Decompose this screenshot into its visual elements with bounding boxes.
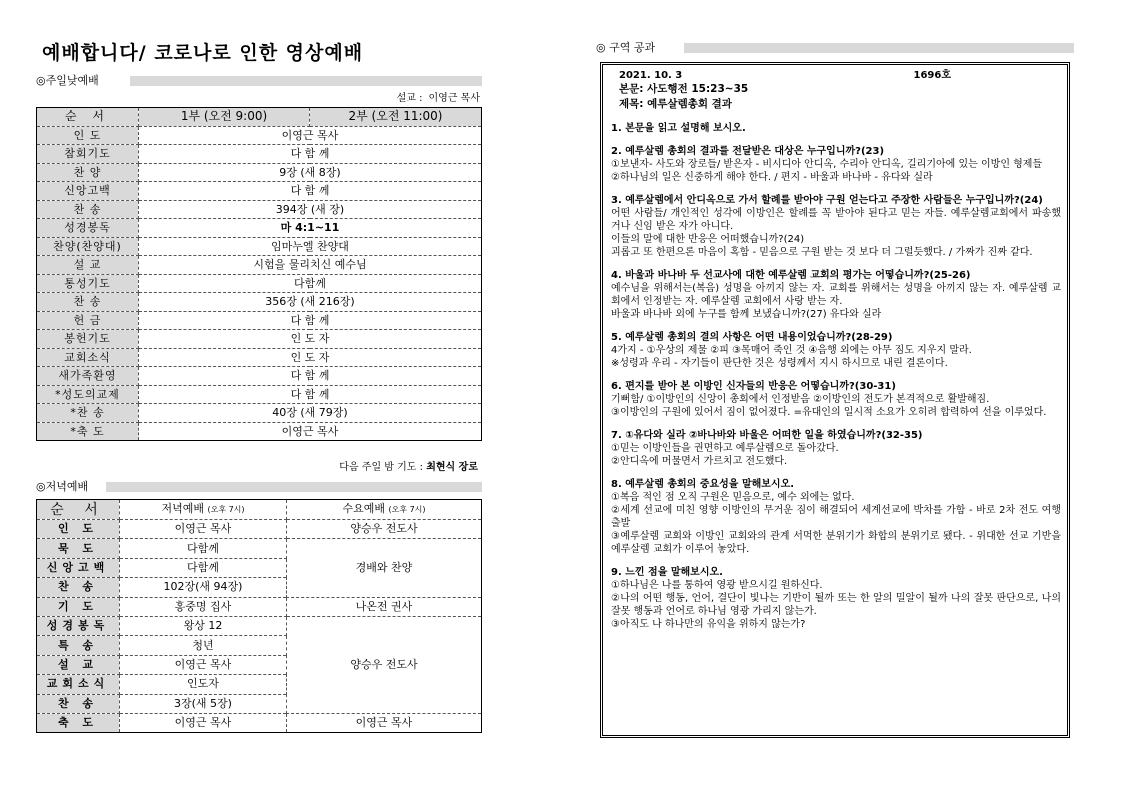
study-question	[611, 566, 1061, 631]
table-header-row	[37, 500, 482, 520]
evening-value: 다함께	[120, 539, 287, 558]
next-prayer-name: 최현식 장로	[426, 462, 478, 473]
preacher-label: 설교 :	[396, 93, 423, 104]
table-row	[37, 163, 482, 182]
answer-line: ①하나님은 나를 통하여 영광 받으시길 원하신다.	[611, 580, 823, 591]
row-label: 찬 송	[37, 200, 139, 219]
evening-service-header	[120, 500, 287, 520]
evening-value: 이영근 목사	[120, 520, 287, 539]
question-title: 9. 느낀 점을 말해보시오.	[611, 567, 723, 578]
preacher-name: 이영근 목사	[428, 93, 480, 104]
next-prayer-label: 다음 주일 밤 기도 :	[339, 462, 424, 473]
row-label: 헌 금	[37, 311, 139, 330]
sunday-order-table	[36, 107, 482, 441]
row-value: 인 도 자	[139, 330, 482, 349]
answer-line: ①믿는 이방인들을 권면하고 예루살렘으로 돌아갔다.	[611, 443, 839, 454]
question-title: 7. ①유다와 실라 ②바나바와 바울은 어떠한 일을 하였습니까?(32-35)	[611, 430, 923, 441]
row-label: 인 도	[37, 520, 120, 539]
row-value: 356장 (새 216장)	[139, 293, 482, 312]
question-title: 5. 예루살렘 총회의 결의 사항은 어떤 내용이었습니까?(28-29)	[611, 332, 893, 343]
first-service-header: 1부 (오전 9:00)	[139, 108, 310, 127]
study-question	[611, 194, 1061, 259]
evening-value: 이영근 목사	[120, 655, 287, 674]
section-bar	[106, 482, 482, 492]
evening-value: 왕상 12	[120, 616, 287, 635]
order-header: 순 서	[37, 108, 139, 127]
answer-line: ②안디옥에 머물면서 가르치고 전도했다.	[611, 456, 788, 467]
row-label: 인 도	[37, 126, 139, 145]
row-value: 다 함 께	[139, 385, 482, 404]
study-question	[611, 145, 1061, 184]
order-header: 순 서	[37, 500, 120, 520]
wednesday-service-title: 수요예배	[342, 502, 385, 515]
table-row	[37, 422, 482, 441]
page-title: 예배합니다/ 코로나로 인한 영상예배	[42, 42, 364, 64]
right-column	[596, 40, 1074, 630]
row-value: 인 도 자	[139, 348, 482, 367]
row-value: 시험을 물리치신 예수님	[139, 256, 482, 275]
study-section-header	[596, 40, 1074, 56]
row-label: 특 송	[37, 636, 120, 655]
evening-value: 3장(새 5장)	[120, 694, 287, 713]
table-row	[37, 256, 482, 275]
row-value: 다 함 께	[139, 311, 482, 330]
evening-value: 청년	[120, 636, 287, 655]
study-question	[611, 380, 1061, 419]
row-label: 성경봉독	[37, 219, 139, 238]
wednesday-service-header	[287, 500, 482, 520]
question-title: 3. 예루살렘에서 안디옥으로 가서 할례를 받아야 구원 얻는다고 주장한 사람들은 누구입니까?(24)	[611, 195, 1043, 206]
wednesday-value: 양승우 전도사	[287, 616, 482, 713]
table-row	[37, 330, 482, 349]
study-question	[611, 122, 1061, 135]
study-date: 2021. 10. 3	[619, 70, 683, 81]
table-row	[37, 126, 482, 145]
row-value: 임마누엘 찬양대	[139, 237, 482, 256]
evening-order-table	[36, 499, 482, 733]
answer-line: 예수님을 위해서는(복음) 성명을 아끼지 않는 자. 교회를 위해서는 성명을 아끼지 않는 자. 예루살렘 교 회에서 인정받는 자. 예루살렘 교회에서 사랑 받는 자.	[611, 283, 1061, 307]
table-row	[37, 348, 482, 367]
study-text-ref: 본문: 사도행전 15:23~35	[619, 83, 749, 95]
row-label: 교회소식	[37, 348, 139, 367]
answer-line: ③아직도 나 하나만의 유익을 위하지 않는가?	[611, 619, 806, 630]
answer-line: ①복음 적인 점 오직 구원은 믿음으로, 예수 외에는 없다.	[611, 492, 855, 503]
table-row	[37, 182, 482, 201]
row-label: *성도의교제	[37, 385, 139, 404]
study-question	[611, 478, 1061, 556]
sunday-rows	[37, 126, 482, 441]
question-title: 4. 바울과 바나바 두 선교사에 대한 예루살렘 교회의 평가는 어떻습니까?(25-26)	[611, 270, 971, 281]
row-label: 성경봉독	[37, 616, 120, 635]
row-value: 다 함 께	[139, 182, 482, 201]
evening-value: 102장(새 94장)	[120, 578, 287, 597]
answer-line: 기뻐함/ ①이방인의 신앙이 총회에서 인정받음 ②이방인의 전도가 본격적으로 활발해짐.	[611, 394, 990, 405]
row-label: 찬 송	[37, 694, 120, 713]
row-label: 교회소식	[37, 675, 120, 694]
answer-line: ③이방인의 구원에 있어서 짐이 없어졌다. =유대인의 일시적 소요가 오히려 합력하여 선을 이루었다.	[611, 407, 1047, 418]
row-label: 참회기도	[37, 145, 139, 164]
row-value: 394장 (새 장)	[139, 200, 482, 219]
question-title: 6. 편지를 받아 본 이방인 신자들의 반응은 어떻습니까?(30-31)	[611, 381, 896, 392]
row-label: 찬 송	[37, 293, 139, 312]
evening-value: 다함께	[120, 558, 287, 577]
table-row	[37, 311, 482, 330]
evening-section-label: ◎저녁예배	[36, 479, 92, 495]
row-label: 새가족환영	[37, 367, 139, 386]
row-label: 통성기도	[37, 274, 139, 293]
table-row	[37, 597, 482, 616]
study-subject: 제목: 예루살렘총회 결과	[619, 98, 732, 110]
study-question	[611, 269, 1061, 321]
row-value: 9장 (새 8장)	[139, 163, 482, 182]
table-row	[37, 385, 482, 404]
question-title: 2. 예루살렘 총회의 결과를 전달받은 대상은 누구입니까?(23)	[611, 146, 885, 157]
row-value: 다 함 께	[139, 145, 482, 164]
row-value: 이영근 목사	[139, 126, 482, 145]
left-column	[36, 40, 482, 733]
answer-line: ※성령과 우리 - 자기들이 판단한 것은 성령께서 지시 하시므로 내린 결론이다.	[611, 358, 948, 369]
study-questions	[611, 122, 1061, 631]
row-label: 찬 송	[37, 578, 120, 597]
wednesday-value: 이영근 목사	[287, 713, 482, 732]
row-value: 마 4:1~11	[139, 219, 482, 238]
row-label: *찬 송	[37, 404, 139, 423]
table-row	[37, 713, 482, 732]
preacher-line	[36, 91, 482, 107]
table-row	[37, 520, 482, 539]
wednesday-service-time: (오후 7시)	[388, 505, 426, 514]
table-row	[37, 274, 482, 293]
evening-section-header	[36, 479, 482, 495]
sunday-section-header	[36, 73, 482, 89]
row-label: 봉헌기도	[37, 330, 139, 349]
section-bar	[684, 43, 1074, 53]
study-date-row	[611, 69, 1061, 82]
question-title: 8. 예루살렘 총회의 중요성을 말해보시오.	[611, 479, 795, 490]
section-bar	[130, 76, 482, 86]
row-value: 다함께	[139, 274, 482, 293]
question-title: 1. 본문을 읽고 설명해 보시오.	[611, 123, 746, 134]
evening-service-title: 저녁예배	[161, 502, 204, 515]
answer-line: 괴롭고 또 한편으론 마음이 혹함 - 믿음으로 구원 받는 것 보다 더 그럴듯했다. / 가짜가 진짜 같다.	[611, 247, 1033, 258]
row-value: 다 함 께	[139, 367, 482, 386]
row-label: 찬 양	[37, 163, 139, 182]
table-row	[37, 539, 482, 558]
answer-line: ①보낸자- 사도와 장로들/ 받은자 - 비시디아 안디옥, 수리아 안디옥, 길리기아에 있는 이방인 형제들	[611, 159, 1043, 170]
evening-value: 홍중명 집사	[120, 597, 287, 616]
row-label: 설 교	[37, 256, 139, 275]
table-row	[37, 367, 482, 386]
next-prayer-line	[36, 459, 482, 477]
study-section-label: ◎ 구역 공과	[596, 40, 659, 56]
study-question	[611, 429, 1061, 468]
wednesday-value: 경배와 찬양	[287, 539, 482, 597]
study-question	[611, 331, 1061, 370]
wednesday-value: 나온전 권사	[287, 597, 482, 616]
row-label: 축 도	[37, 713, 120, 732]
table-row	[37, 145, 482, 164]
table-row	[37, 219, 482, 238]
evening-value: 이영근 목사	[120, 713, 287, 732]
study-box	[600, 62, 1070, 738]
row-label: 기 도	[37, 597, 120, 616]
answer-line: 어떤 사람들/ 개인적인 성각에 이방인은 할례를 꼭 받아야 된다고 믿는 자들. 예루살렘교회에서 파송했거나 신임 받은 자가 아니다.	[611, 208, 1061, 232]
row-label: *축 도	[37, 422, 139, 441]
row-label: 찬양(찬양대)	[37, 237, 139, 256]
row-label: 묵 도	[37, 539, 120, 558]
answer-line: 바울과 바나바 외에 누구를 함께 보냈습니까?(27) 유다와 실라	[611, 309, 882, 320]
answer-line: 4가지 - ①우상의 제물 ②피 ③목매어 죽인 것 ④음행 외에는 아무 짐도 지우지 말라.	[611, 345, 972, 356]
row-label: 신앙고백	[37, 558, 120, 577]
second-service-header: 2부 (오전 11:00)	[310, 108, 482, 127]
answer-line: ②하나님의 일은 신중하게 해야 한다. / 편지 - 바울과 바나바 - 유다와 실라	[611, 172, 933, 183]
answer-line: ③예루살렘 교회와 이방인 교회와의 관계 서먹한 분위기가 화합의 분위기로 됐다. - 위대한 선교 기반을 예루살렘 교회가 이루어 놓았다.	[611, 531, 1061, 555]
row-value: 40장 (새 79장)	[139, 404, 482, 423]
row-label: 신앙고백	[37, 182, 139, 201]
wednesday-value: 양승우 전도사	[287, 520, 482, 539]
answer-line: ②나의 어떤 행동, 언어, 결단이 빛나는 기반이 될까 또는 한 알의 밀알이 될까 나의 잘못 판단으로, 나의 잘못 행동과 언어로 하나님 영광 가리지 않는가.	[611, 593, 1061, 617]
row-label: 설 교	[37, 655, 120, 674]
table-row	[37, 200, 482, 219]
table-row	[37, 616, 482, 635]
table-header-row	[37, 108, 482, 127]
answer-line: 이들의 말에 대한 반응은 어떠했습니까?(24)	[611, 234, 805, 245]
table-row	[37, 404, 482, 423]
answer-line: ②세계 선교에 미친 영향 이방인의 무거운 짐이 해결되어 세계선교에 박차를 가함 - 바로 2차 전도 여행 출발	[611, 505, 1061, 529]
evening-value: 인도자	[120, 675, 287, 694]
evening-service-time: (오후 7시)	[207, 505, 245, 514]
sunday-section-label: ◎주일낮예배	[36, 73, 103, 89]
row-value: 이영근 목사	[139, 422, 482, 441]
study-issue: 1696호	[913, 70, 951, 81]
table-row	[37, 237, 482, 256]
table-row	[37, 293, 482, 312]
